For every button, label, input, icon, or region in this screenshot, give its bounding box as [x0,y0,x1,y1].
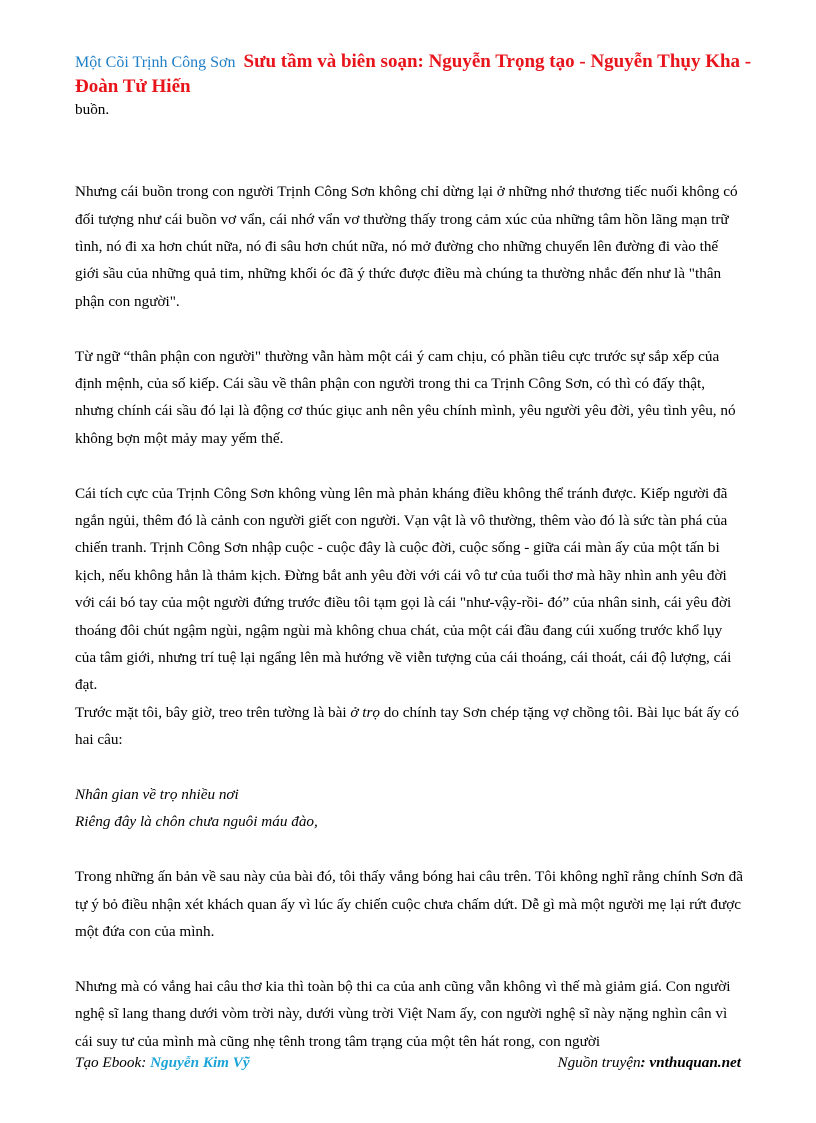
poem-line: Nhân gian về trọ nhiều nơi [75,786,239,804]
book-title: Một Cõi Trịnh Công Sơn [75,54,236,71]
poem-line: Riêng đây là chôn chưa nguôi máu đào, [75,813,318,831]
ebook-label: Tạo Ebook [75,1054,142,1071]
separator: : [640,1054,650,1071]
body-text [75,96,745,1055]
compilers-credit: Sưu tầm và biên soạn: Nguyễn Trọng tạo - Nguyễn Thụy Kha - Đoàn Tử Hiến [75,51,752,97]
source-site-link[interactable]: vnthuquan.net [649,1054,741,1071]
paragraph: Trong những ấn bản về sau này của bài đó, tôi thấy vắng bóng hai câu trên. Tôi không nghĩ rằng chính Sơn đã tự ý bỏ điều nhận xét khách quan ấy vì lúc ấy chiến cuộc chưa chấm dứt. Dễ gì mà một người mẹ lại rứt được một đứa con của mình. [75,868,743,941]
paragraph: buồn. [75,101,110,118]
page-header [75,50,765,100]
paragraph: Nhưng mà có vắng hai câu thơ kia thì toàn bộ thi ca của anh cũng vẫn không vì thế mà giảm giá. Con người nghệ sĩ lang thang dưới vòm trời này, dưới vùng trời Việt Nam ấy, con người nghệ sĩ này nặng nghìn cân vì cái suy tư của mình mà cũng nhẹ tênh trong tâm trạng của một tên hát rong, con người [75,977,731,1050]
paragraph-text: Trước mặt tôi, bây giờ, treo trên tường là bài [75,703,351,721]
separator: : [141,1054,151,1071]
ebook-credit [75,1054,250,1072]
song-title: ở trọ [350,703,380,721]
paragraph: Từ ngữ “thân phận con người" thường vẫn hàm một cái ý cam chịu, có phần tiêu cực trước sự sắp xếp của định mệnh, của số kiếp. Cái sầu về thân phận con người trong thi ca Trịnh Công Sơn, có thì có đấy thật, nhưng chính cái sầu đó lại là động cơ thúc giục anh nên yêu chính mình, yêu người yêu đời, yêu tình yêu, nó không bợn một mảy may yếm thế. [75,347,736,447]
ebook-creator-link[interactable]: Nguyễn Kim Vỹ [150,1054,250,1071]
source-label: Nguồn truyện [557,1054,641,1071]
paragraph-text: do chính tay Sơn chép tặng vợ chồng tôi. Bài lục bát ấy có hai câu: [75,703,739,749]
paragraph [75,699,745,754]
source-credit [557,1054,741,1072]
paragraph: Nhưng cái buồn trong con người Trịnh Công Sơn không chỉ dừng lại ở những nhớ thương tiếc nuối không có đối tượng như cái buồn vơ vẩn, cái nhớ vẩn vơ thường thấy trong cảm xúc của những tâm hồn lãng mạn trữ tình, nó đi xa hơn chút nữa, nó đi sâu hơn chút nữa, nó mở đường cho những chuyển lên đường đi vào thế giới sầu của những quả tim, những khối óc đã ý thức được điều mà chúng ta thường nhắc đến như là "thân phận con người". [75,183,738,310]
paragraph: Cái tích cực của Trịnh Công Sơn không vùng lên mà phản kháng điều không thể tránh được. Kiếp người đã ngắn ngủi, thêm đó là cảnh con người giết con người. Vạn vật là vô thường, thêm vào đó là sức tàn phá của chiến tranh. Trịnh Công Sơn nhập cuộc - cuộc đây là cuộc đời, cuộc sống - giữa cái màn ấy của một tấn bi kịch, nếu không hẳn là thảm kịch. Đừng bắt anh yêu đời với cái vô tư của tuổi thơ mà hãy nhìn anh yêu đời với cái bó tay của một người đứng trước điều tôi tạm gọi là cái "như-vậy-rồi- đó” của nhân sinh, cái yêu đời thoáng đôi chút ngậm ngùi, ngậm ngùi mà không chua chát, của một cái đầu đang cúi xuống trước khổ lụy của tâm giới, nhưng trí tuệ lại ngẩng lên mà hướng về viễn tượng của cái thoáng, cái thoát, cái độ lượng, cái đạt. [75,484,732,694]
